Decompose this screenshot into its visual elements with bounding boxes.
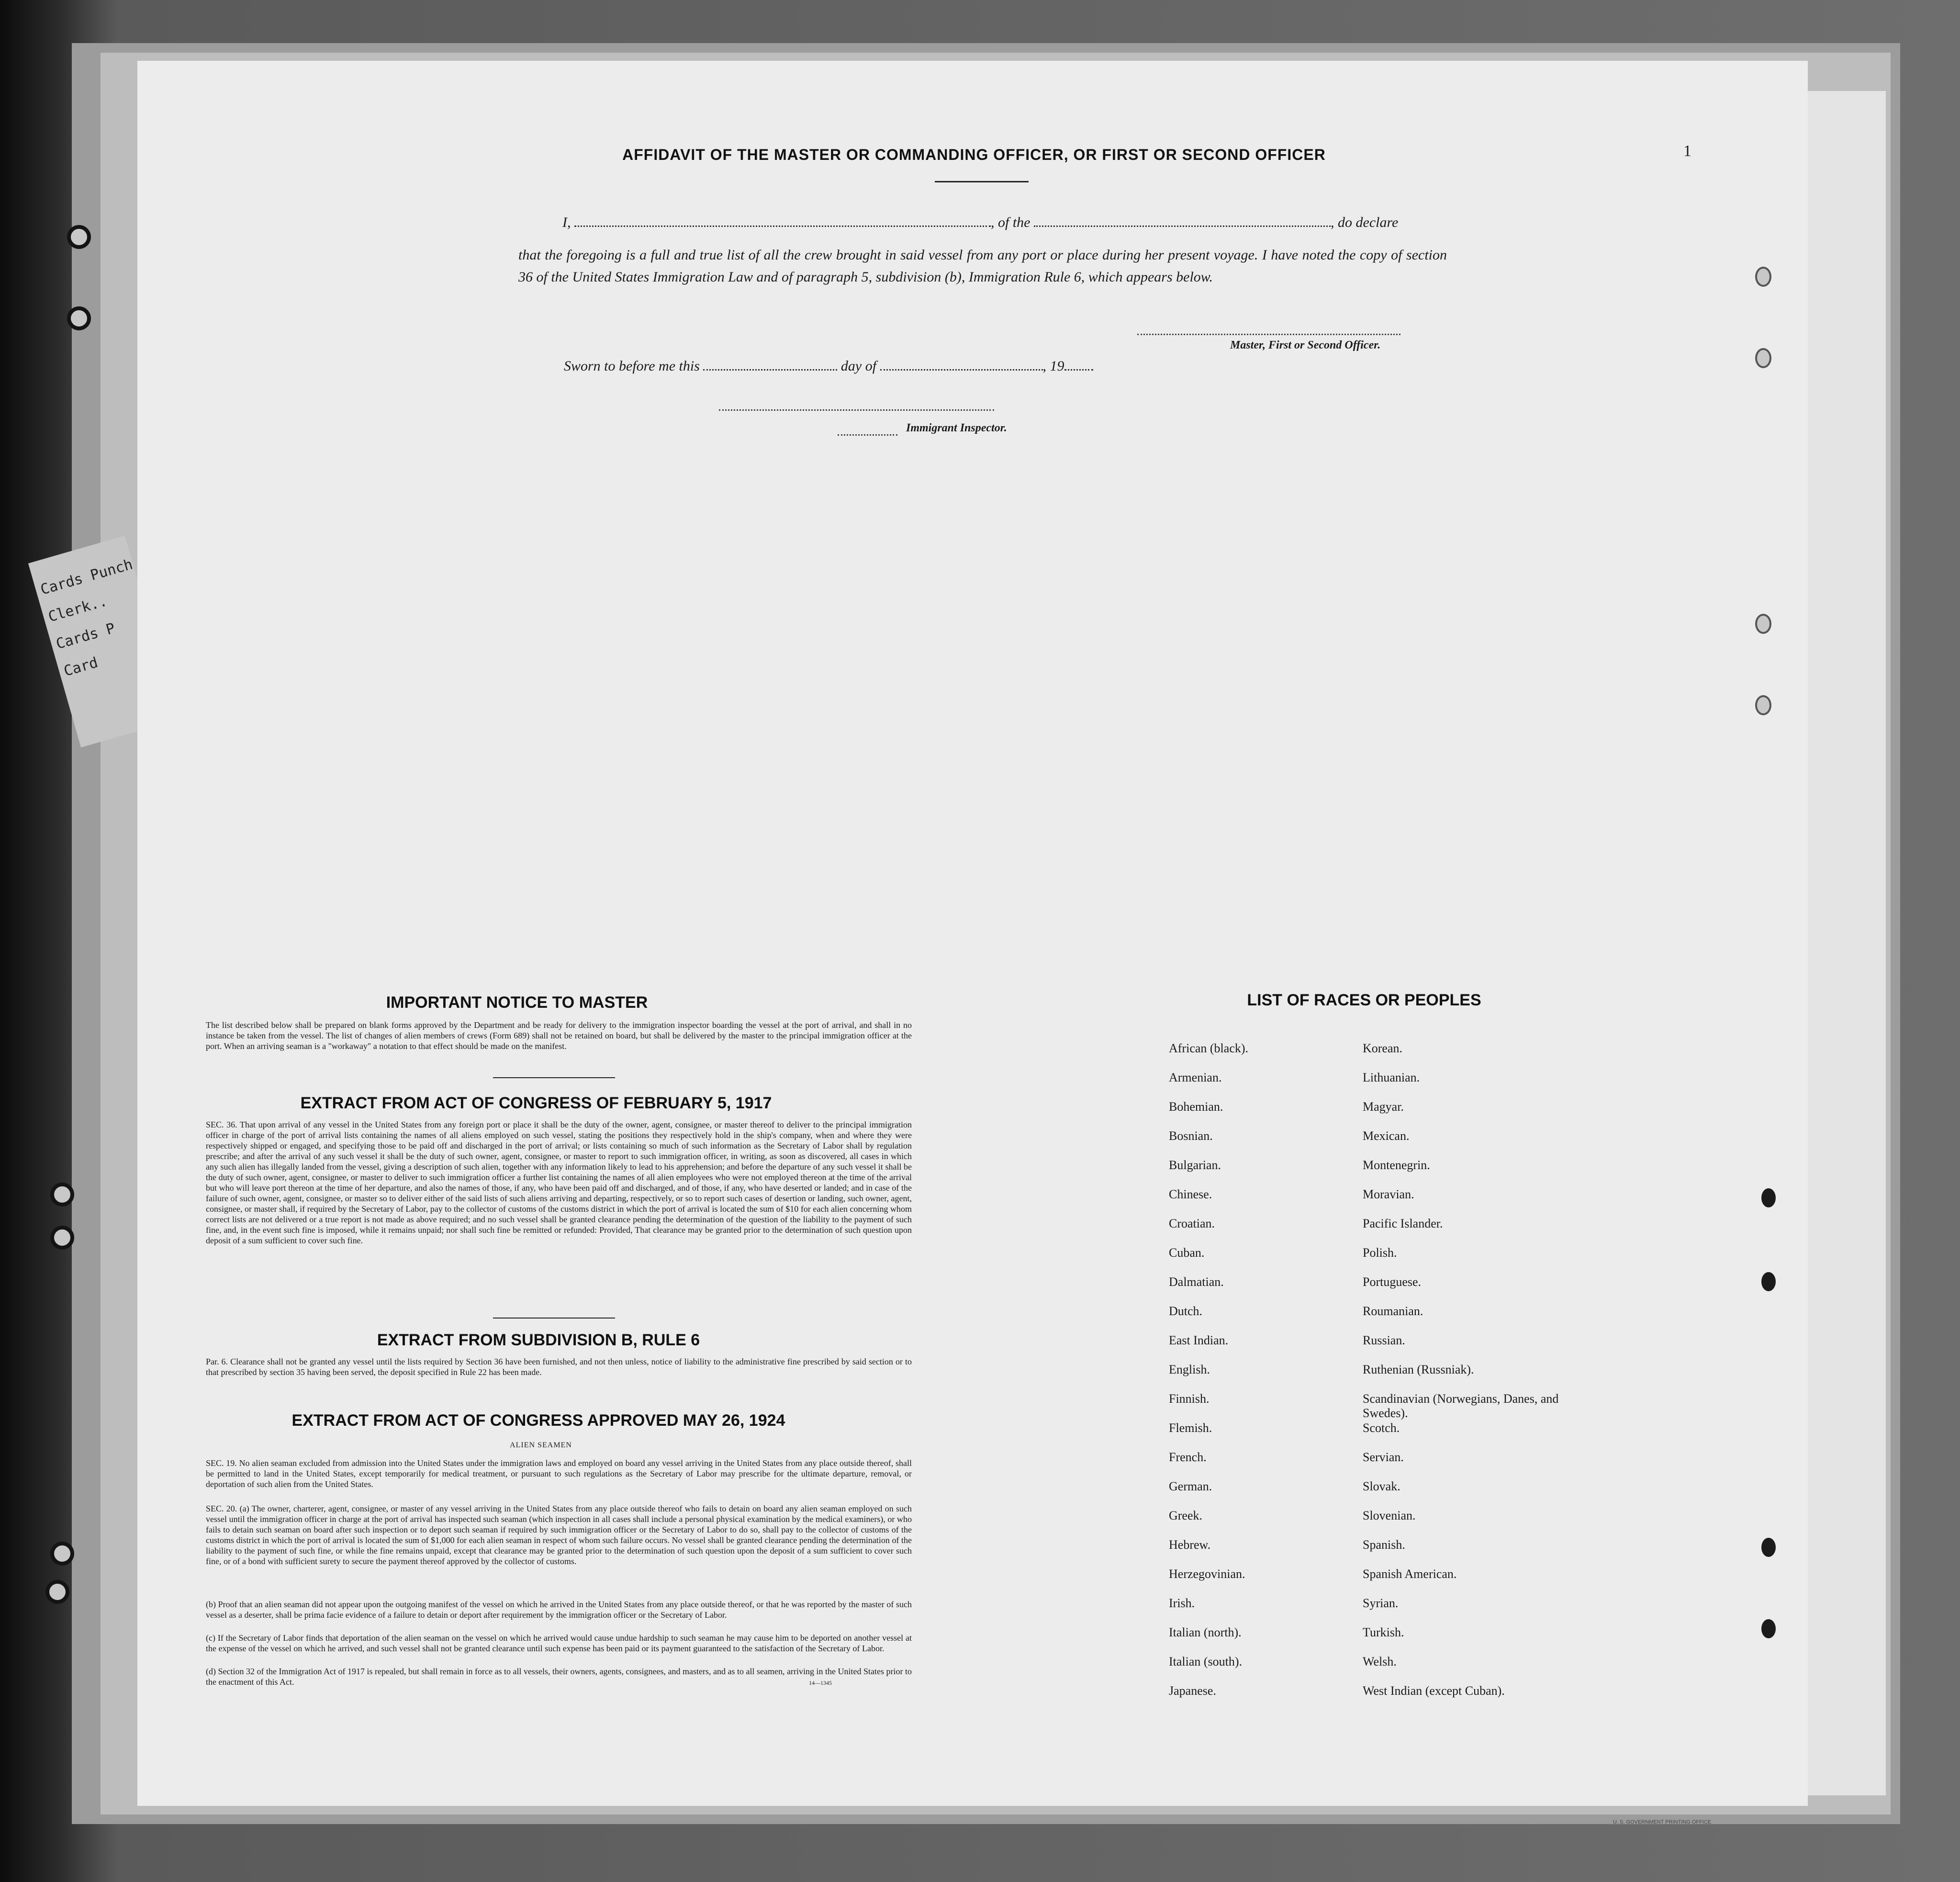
punch-hole-icon — [1761, 1538, 1776, 1557]
punch-hole-icon — [1761, 1188, 1776, 1207]
race-item: Finnish. — [1169, 1392, 1210, 1406]
race-item: Servian. — [1363, 1450, 1404, 1464]
sworn-day-of: day of — [840, 358, 877, 374]
binder-ring-icon — [50, 1226, 74, 1250]
race-item: Spanish American. — [1363, 1567, 1457, 1581]
race-item: West Indian (except Cuban). — [1363, 1684, 1505, 1698]
race-item: Portuguese. — [1363, 1275, 1422, 1289]
extract-rule6-title: EXTRACT FROM SUBDIVISION B, RULE 6 — [377, 1331, 700, 1349]
punch-hole-icon — [1761, 1619, 1776, 1638]
race-item: Roumanian. — [1363, 1304, 1423, 1318]
extract-1924-sec20c: (c) If the Secretary of Labor finds that deportation of the alien seaman on the vessel on which he arrived would cause undue hardship to such seaman he may cause him to be deported on another vessel at the expense of the vessel on which he arrived, and such vessel shall not be granted clearance until such expense has been paid or its payment guaranteed to the satisfaction of the Secretary of Labor. — [206, 1633, 912, 1653]
notice-text: The list described below shall be prepared on blank forms approved by the Department and be ready for delivery to the immigration inspector boarding the vessel at the port of arrival, and shall in no instance be taken from the vessel. The list of changes of alien members of crews (Form 689) shall not be retained on board, but shall be delivered by the master to the principal immigration officer at the port. When an arriving seaman is a "workaway" a notation to that effect should be made on the manifest. — [206, 1020, 912, 1051]
extract-1924-sec19: SEC. 19. No alien seaman excluded from admission into the United States under the immigration laws and employed on board any vessel arriving in the United States from any place outside thereof, shall be permitted to land in the United States, except temporarily for medical treatment, or pursuant to such regulations as the Secretary of Labor may prescribe for the ultimate departure, removal, or deportation of such alien from the United States. — [206, 1458, 912, 1489]
race-item: Hebrew. — [1169, 1538, 1211, 1552]
race-item: Slovak. — [1363, 1479, 1400, 1493]
race-item: Moravian. — [1363, 1187, 1414, 1201]
race-item: Bulgarian. — [1169, 1158, 1221, 1172]
binder-ring-icon — [50, 1542, 74, 1566]
vessel-field[interactable] — [1034, 225, 1331, 227]
race-item: German. — [1169, 1479, 1212, 1493]
extract-1924-title: EXTRACT FROM ACT OF CONGRESS APPROVED MAY 26, 1924 — [291, 1411, 785, 1430]
sworn-year: , 19 — [1042, 358, 1064, 374]
race-item: Herzegovinian. — [1169, 1567, 1245, 1581]
binder-ring-icon — [50, 1183, 74, 1206]
sworn-day-field[interactable] — [703, 369, 837, 371]
extract-1917-title: EXTRACT FROM ACT OF CONGRESS OF FEBRUARY 5, 1917 — [300, 1094, 772, 1112]
sworn-month-field[interactable] — [880, 369, 1043, 371]
race-item: Magyar. — [1363, 1100, 1404, 1114]
binder-ring-icon — [67, 225, 91, 249]
binder-ring-icon — [45, 1580, 69, 1604]
races-title: LIST OF RACES OR PEOPLES — [1247, 991, 1481, 1009]
race-item: Turkish. — [1363, 1625, 1404, 1639]
divider — [935, 181, 1029, 182]
race-item: Polish. — [1363, 1246, 1397, 1260]
master-signature-line[interactable] — [1137, 333, 1400, 335]
race-item: Italian (north). — [1169, 1625, 1242, 1639]
race-item: African (black). — [1169, 1041, 1249, 1055]
extract-1917-text: SEC. 36. That upon arrival of any vessel in the United States from any foreign port or place it shall be the duty of the owner, agent, consignee, or master thereof to deliver to the principal immigration officer in charge of the port of arrival lists containing the names of all aliens employed on such vessel, stating the positions they respectively hold in the ship's company, when and where they were respectively shipped or engaged, and specifying those to be paid off and discharged in the port of arrival; or lists containing so much of such information as the Secretary of Labor shall by regulation prescribe; and after the arrival of any such vessel it shall be the duty of such owner, agent, consignee, or master to report to such immigration officer, in writing, as soon as discovered, all cases in which any such alien has illegally landed from the vessel, giving a description of such alien, together with any information likely to lead to his apprehension; and before the departure of any such vessel it shall be the duty of such owner, agent, consignee, or master to deliver to such immigration officer a further list containing the names of all alien employees who were not employed thereon at the time of the arrival but who will leave port thereon at the time of her departure, and also the names of those, if any, who have been paid off and discharged, and of those, if any, who have deserted or landed; and in case of the failure of such owner, agent, consignee, or master so to deliver either of the said lists of such aliens arriving and departing, respectively, or so to report such cases of desertion or landing, such owner, agent, consignee, or master shall, if required by the Secretary of Labor, pay to the collector of customs of the customs district in which the port of arrival is located the sum of $10 for each alien concerning whom correct lists are not delivered or a true report is not made as above required; and no such vessel shall be granted clearance pending the determination of the question of the liability to the payment of such fine, and, in the event such fine is imposed, while it remains unpaid; nor shall such fine be remitted or refunded: Provided, That clearance may be granted prior to the determination of such question upon deposit of a sum sufficient to cover such fine. — [206, 1120, 912, 1245]
master-label: Master, First or Second Officer. — [1230, 339, 1381, 351]
race-item: Syrian. — [1363, 1596, 1399, 1610]
extract-rule6-text: Par. 6. Clearance shall not be granted any vessel until the lists required by Section 36 have been furnished, and not then unless, notice of liability to the administrative fine prescribed by said section or to that prescribed by section 35 having been served, the deposit specified in Rule 22 has been made. — [206, 1357, 912, 1377]
punch-hole-icon — [1755, 348, 1771, 368]
race-item: Montenegrin. — [1363, 1158, 1430, 1172]
declaration-i: I, — [562, 214, 571, 230]
race-item: Japanese. — [1169, 1684, 1216, 1698]
race-item: Armenian. — [1169, 1071, 1222, 1084]
race-item: Ruthenian (Russniak). — [1363, 1363, 1474, 1376]
page-mark: 1 — [1683, 142, 1691, 160]
race-item: Pacific Islander. — [1363, 1217, 1443, 1230]
inspector-label: Immigrant Inspector. — [906, 422, 1007, 434]
race-item: East Indian. — [1169, 1333, 1229, 1347]
race-item: Lithuanian. — [1363, 1071, 1420, 1084]
punch-hole-icon — [1755, 695, 1771, 715]
race-item: Dutch. — [1169, 1304, 1203, 1318]
inspector-signature-line[interactable] — [719, 408, 994, 411]
race-item: Italian (south). — [1169, 1655, 1243, 1668]
punch-hole-icon — [1761, 1272, 1776, 1291]
sworn-label: Sworn to before me this — [564, 358, 700, 374]
divider — [493, 1318, 615, 1319]
race-item: French. — [1169, 1450, 1207, 1464]
race-item: English. — [1169, 1363, 1210, 1376]
race-item: Welsh. — [1363, 1655, 1397, 1668]
extract-1924-sec20d: (d) Section 32 of the Immigration Act of 1917 is repealed, but shall remain in force as to all vessels, their owners, agents, consignees, and masters, and as to all seamen, arriving in the United States prior to the enactment of this Act. — [206, 1667, 912, 1687]
punch-hole-icon — [1755, 267, 1771, 287]
affidavit-title: AFFIDAVIT OF THE MASTER OR COMMANDING OFFICER, OR FIRST OR SECOND OFFICER — [622, 146, 1326, 163]
race-item: Cuban. — [1169, 1246, 1205, 1260]
name-field[interactable] — [574, 225, 991, 227]
race-item: Spanish. — [1363, 1538, 1405, 1552]
punch-hole-icon — [1755, 614, 1771, 634]
tag-line: Clerk.. — [46, 593, 110, 626]
race-item: Flemish. — [1169, 1421, 1212, 1435]
binder-ring-icon — [67, 306, 91, 330]
extract-1924-sec20a: SEC. 20. (a) The owner, charterer, agent, consignee, or master of any vessel arriving in the United States from any place outside thereof who fails to detain on board any alien seaman employed on such vessel until the immigration officer in charge at the port of arrival has inspected such seaman (which inspection in all cases shall include a personal physical examination by the medical examiners), or who fails to detain such seaman on board after such inspection or to deport such seaman if required by such immigration officer or the Secretary of Labor to do so, shall pay to the collector of customs of the customs district in which the port of arrival is located the sum of $1,000 for each alien seaman in respect of whom such failure occurs. No vessel shall be granted clearance pending the determination of the liability to the payment of such fine, or while the fine remains unpaid, except that clearance may be granted prior to the determination of such question upon the deposit of a sum sufficient to cover such fine, or of a bond with sufficient surety to secure the payment thereof approved by the collector of customs. — [206, 1504, 912, 1566]
affidavit-body: that the foregoing is a full and true list of all the crew brought in said vessel from any port or place during her present voyage. I have noted the copy of section 36 of the United States Immigration Law and of paragraph 5, subdivision (b), Immigration Rule 6, which appears below. — [518, 247, 1447, 285]
race-item: Scotch. — [1363, 1421, 1400, 1435]
alien-seamen-subtitle: ALIEN SEAMEN — [510, 1441, 572, 1449]
notice-title: IMPORTANT NOTICE TO MASTER — [386, 993, 648, 1012]
race-item: Irish. — [1169, 1596, 1195, 1610]
race-item: Korean. — [1363, 1041, 1403, 1055]
extract-1924-sec20b: (b) Proof that an alien seaman did not appear upon the outgoing manifest of the vessel on which he arrived in the United States from any place outside thereof, or that he was reported by the master of such vessel as a deserter, shall be prima facie evidence of a failure to detain or deport after requirement by the immigration officer or the Secretary of Labor. — [206, 1600, 912, 1620]
sworn-line — [564, 358, 1186, 374]
race-item: Russian. — [1363, 1333, 1405, 1347]
race-item: Chinese. — [1169, 1187, 1212, 1201]
race-item: Dalmatian. — [1169, 1275, 1224, 1289]
race-item: Slovenian. — [1363, 1509, 1416, 1522]
inspector-dotted-lead — [838, 433, 897, 436]
race-item: Greek. — [1169, 1509, 1203, 1522]
race-item: Croatian. — [1169, 1217, 1215, 1230]
race-item: Bohemian. — [1169, 1100, 1223, 1114]
race-item: Bosnian. — [1169, 1129, 1213, 1143]
divider — [493, 1077, 615, 1078]
race-item: Mexican. — [1363, 1129, 1410, 1143]
tag-line: Card — [62, 654, 100, 680]
race-item: Scandinavian (Norwegians, Danes, and Swedes). — [1363, 1392, 1559, 1420]
form-number: 14—1345 — [809, 1679, 832, 1686]
tag-line: Cards Punch — [38, 556, 135, 598]
declaration-of-the: , of the — [991, 214, 1030, 230]
declaration-line — [562, 214, 1448, 231]
printing-office-footer: U. S. GOVERNMENT PRINTING OFFICE — [1613, 1819, 1712, 1825]
sworn-year-field[interactable] — [1064, 369, 1093, 371]
tag-line: Cards P — [54, 620, 117, 653]
declaration-declare: , do declare — [1331, 214, 1399, 230]
